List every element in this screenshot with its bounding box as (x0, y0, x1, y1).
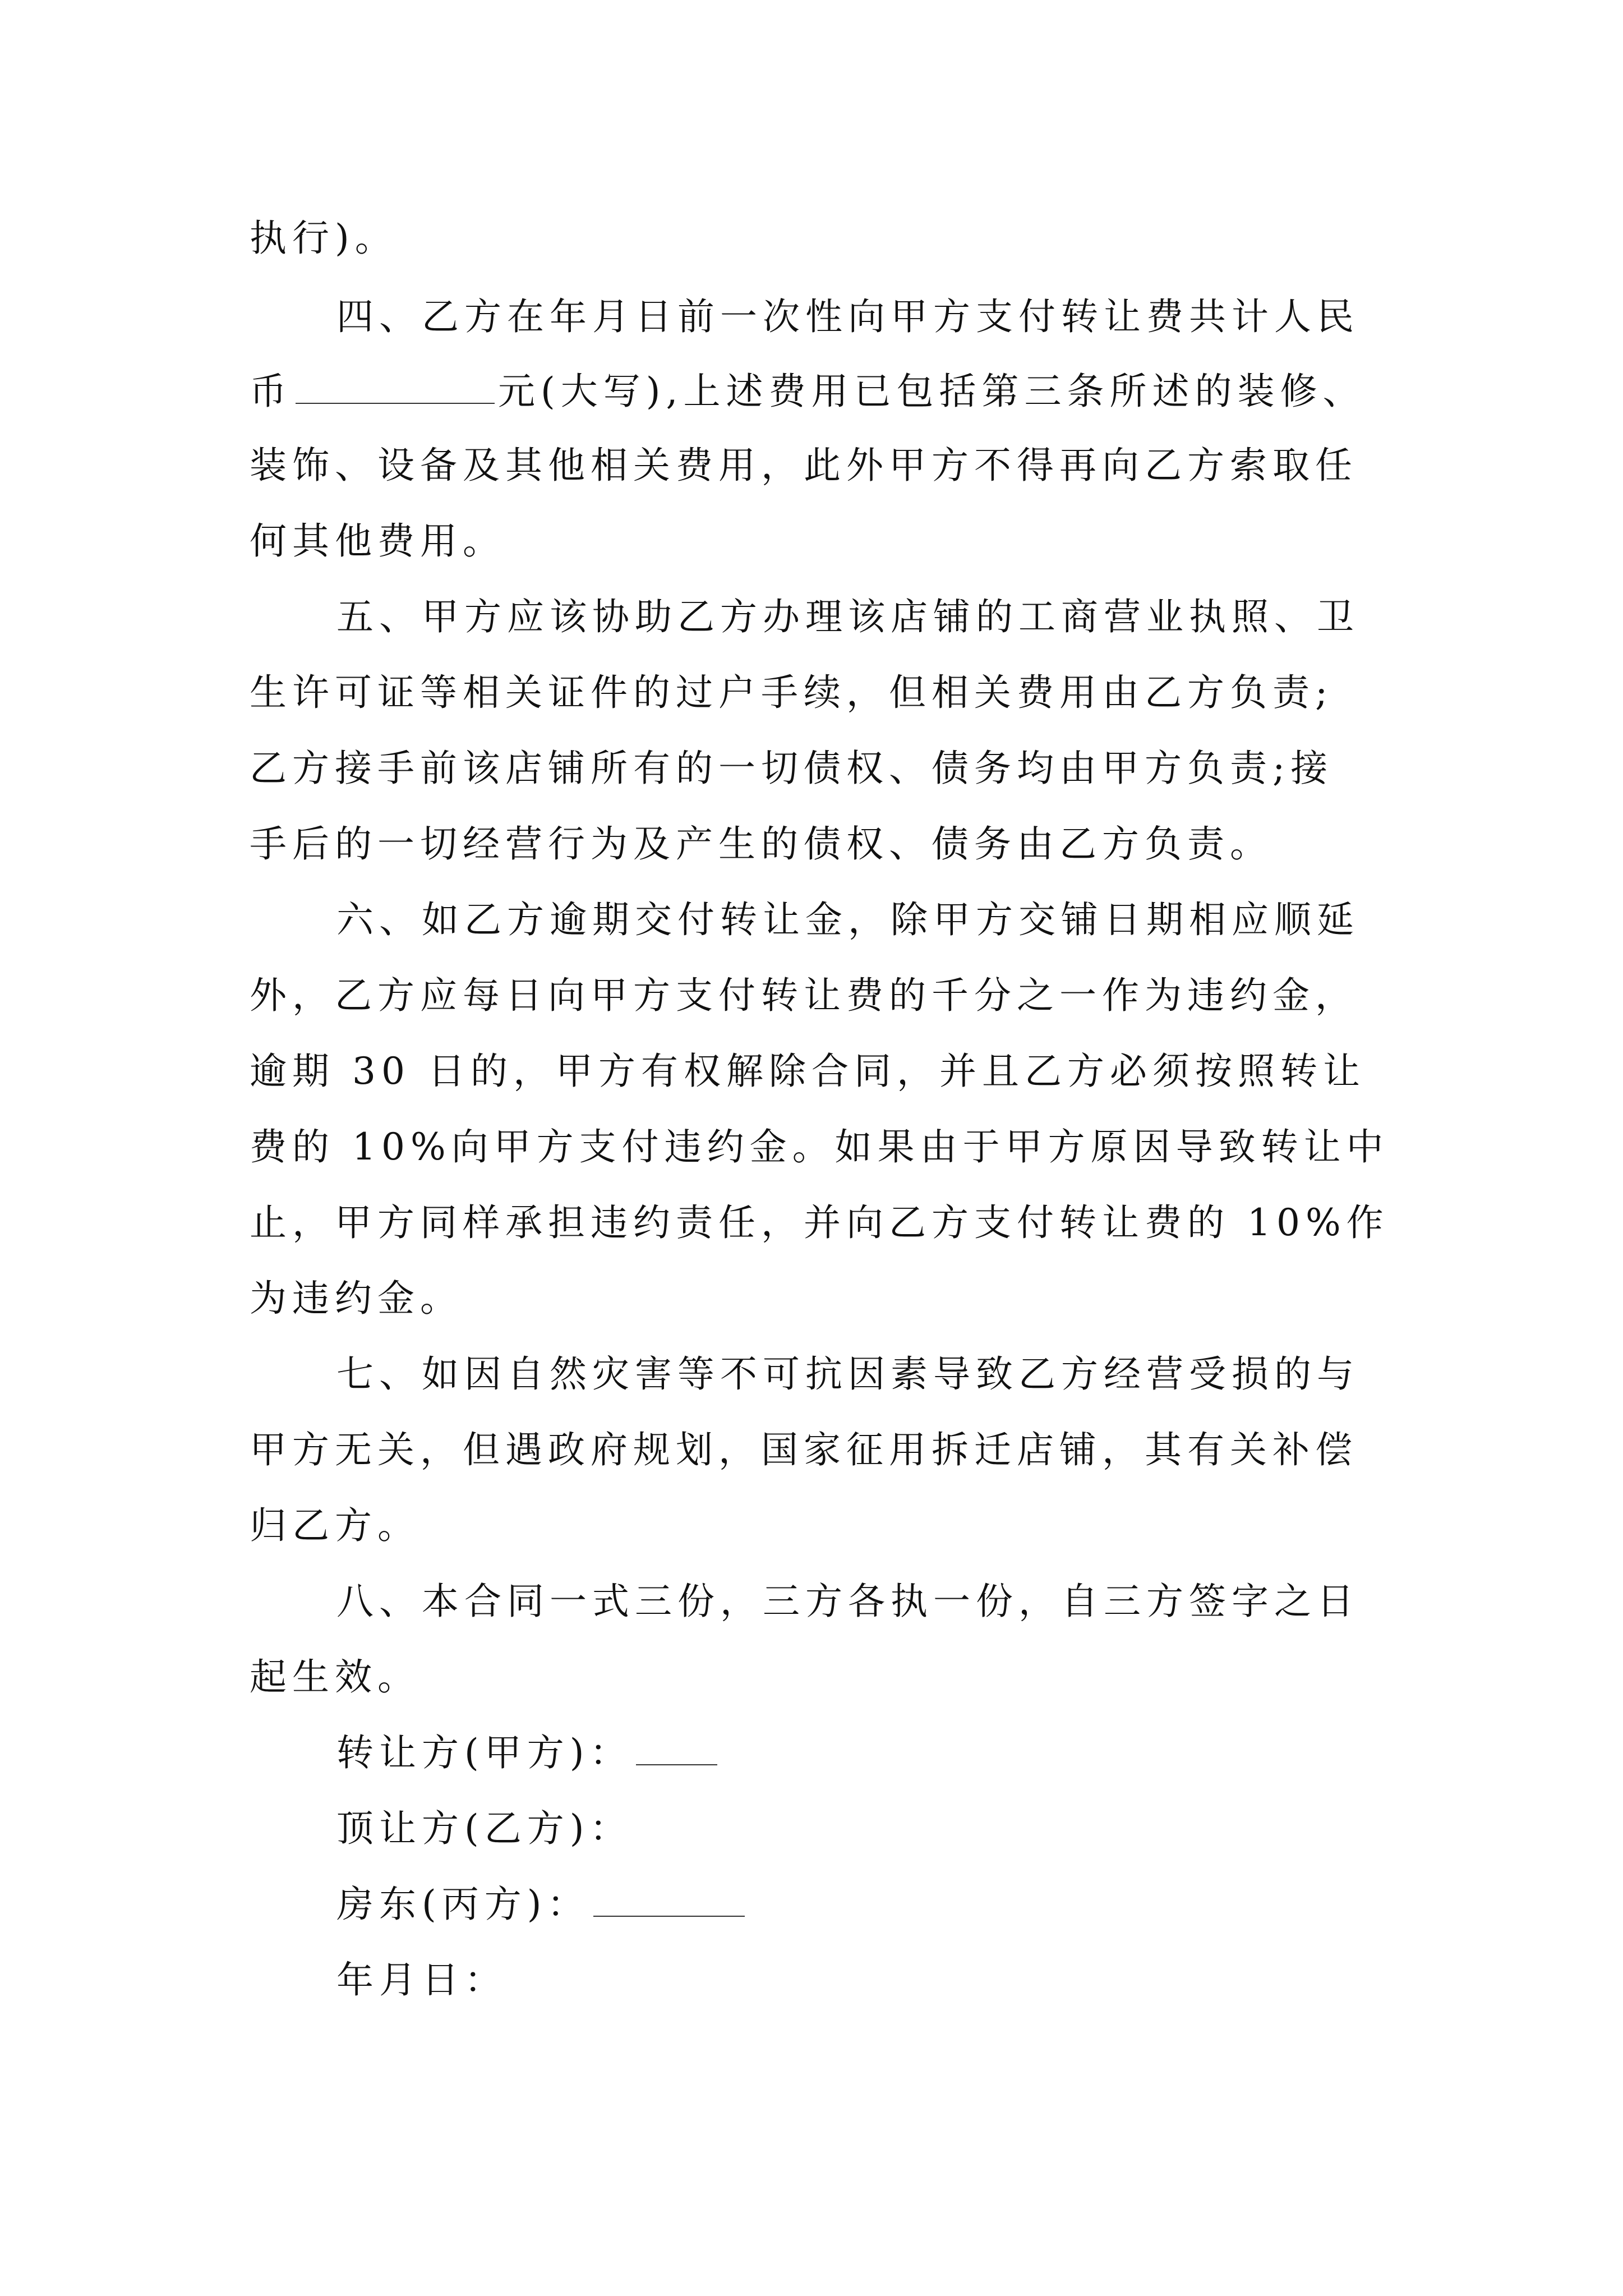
date-line: 年月日： (336, 1958, 507, 2001)
transferor-signature-line (336, 1731, 721, 1775)
clause-7-line-3: 归乙方。 (250, 1504, 420, 1547)
clause-4-line-2 (250, 369, 1365, 414)
clause-5-line-1: 五、甲方应该协助乙方办理该店铺的工商营业执照、卫 (336, 595, 1359, 638)
landlord-signature-line (336, 1882, 748, 1927)
clause-4-line-1: 四、乙方在年月日前一次性向甲方支付转让费共计人民 (336, 295, 1359, 338)
transferor-label: 转让方(甲方)： (336, 1731, 633, 1774)
clause-4-line-3: 装饰、设备及其他相关费用，此外甲方不得再向乙方索取任 (250, 444, 1358, 487)
clause-5-line-2: 生许可证等相关证件的过户手续，但相关费用由乙方负责; (250, 671, 1334, 714)
clause-7-line-2: 甲方无关，但遇政府规划，国家征用拆迁店铺，其有关补偿 (250, 1428, 1358, 1471)
transferee-signature-line (336, 1806, 633, 1851)
clause-6-line-4: 费的 10%向甲方支付违约金。如果由于甲方原因导致转让中 (250, 1125, 1389, 1168)
clause-4-currency-prefix: 币 (250, 370, 292, 413)
amount-blank (296, 370, 495, 404)
transferee-label: 顶让方(乙方)： (336, 1807, 633, 1850)
clause-5-line-4: 手后的一切经营行为及产生的债权、债务由乙方负责。 (250, 822, 1272, 866)
clause-6-line-1: 六、如乙方逾期交付转让金，除甲方交铺日期相应顺延 (336, 898, 1359, 941)
clause-6-line-5: 止，甲方同样承担违约责任，并向乙方支付转让费的 10%作 (250, 1201, 1389, 1244)
landlord-blank (593, 1883, 745, 1917)
clause-4-line-4: 何其他费用。 (250, 519, 505, 563)
clause-7-line-1: 七、如因自然灾害等不可抗因素导致乙方经营受损的与 (336, 1352, 1359, 1396)
clause-5-line-3: 乙方接手前该店铺所有的一切债权、债务均由甲方负责;接 (250, 747, 1334, 790)
clause-6-line-3: 逾期 30 日的，甲方有权解除合同，并且乙方必须按照转让 (250, 1050, 1366, 1093)
clause-8-line-1: 八、本合同一式三份，三方各执一份，自三方签字之日 (336, 1580, 1359, 1623)
clause-8-line-2: 起生效。 (250, 1655, 420, 1699)
transferor-blank (636, 1732, 717, 1765)
paragraph-3-end: 执行)。 (250, 217, 398, 260)
clause-6-line-2: 外，乙方应每日向甲方支付转让费的千分之一作为违约金， (250, 974, 1358, 1017)
clause-4-currency-suffix: 元(大写),上述费用已包括第三条所述的装修、 (498, 370, 1366, 413)
landlord-label: 房东(丙方)： (336, 1883, 590, 1926)
clause-6-line-6: 为违约金。 (250, 1277, 463, 1320)
